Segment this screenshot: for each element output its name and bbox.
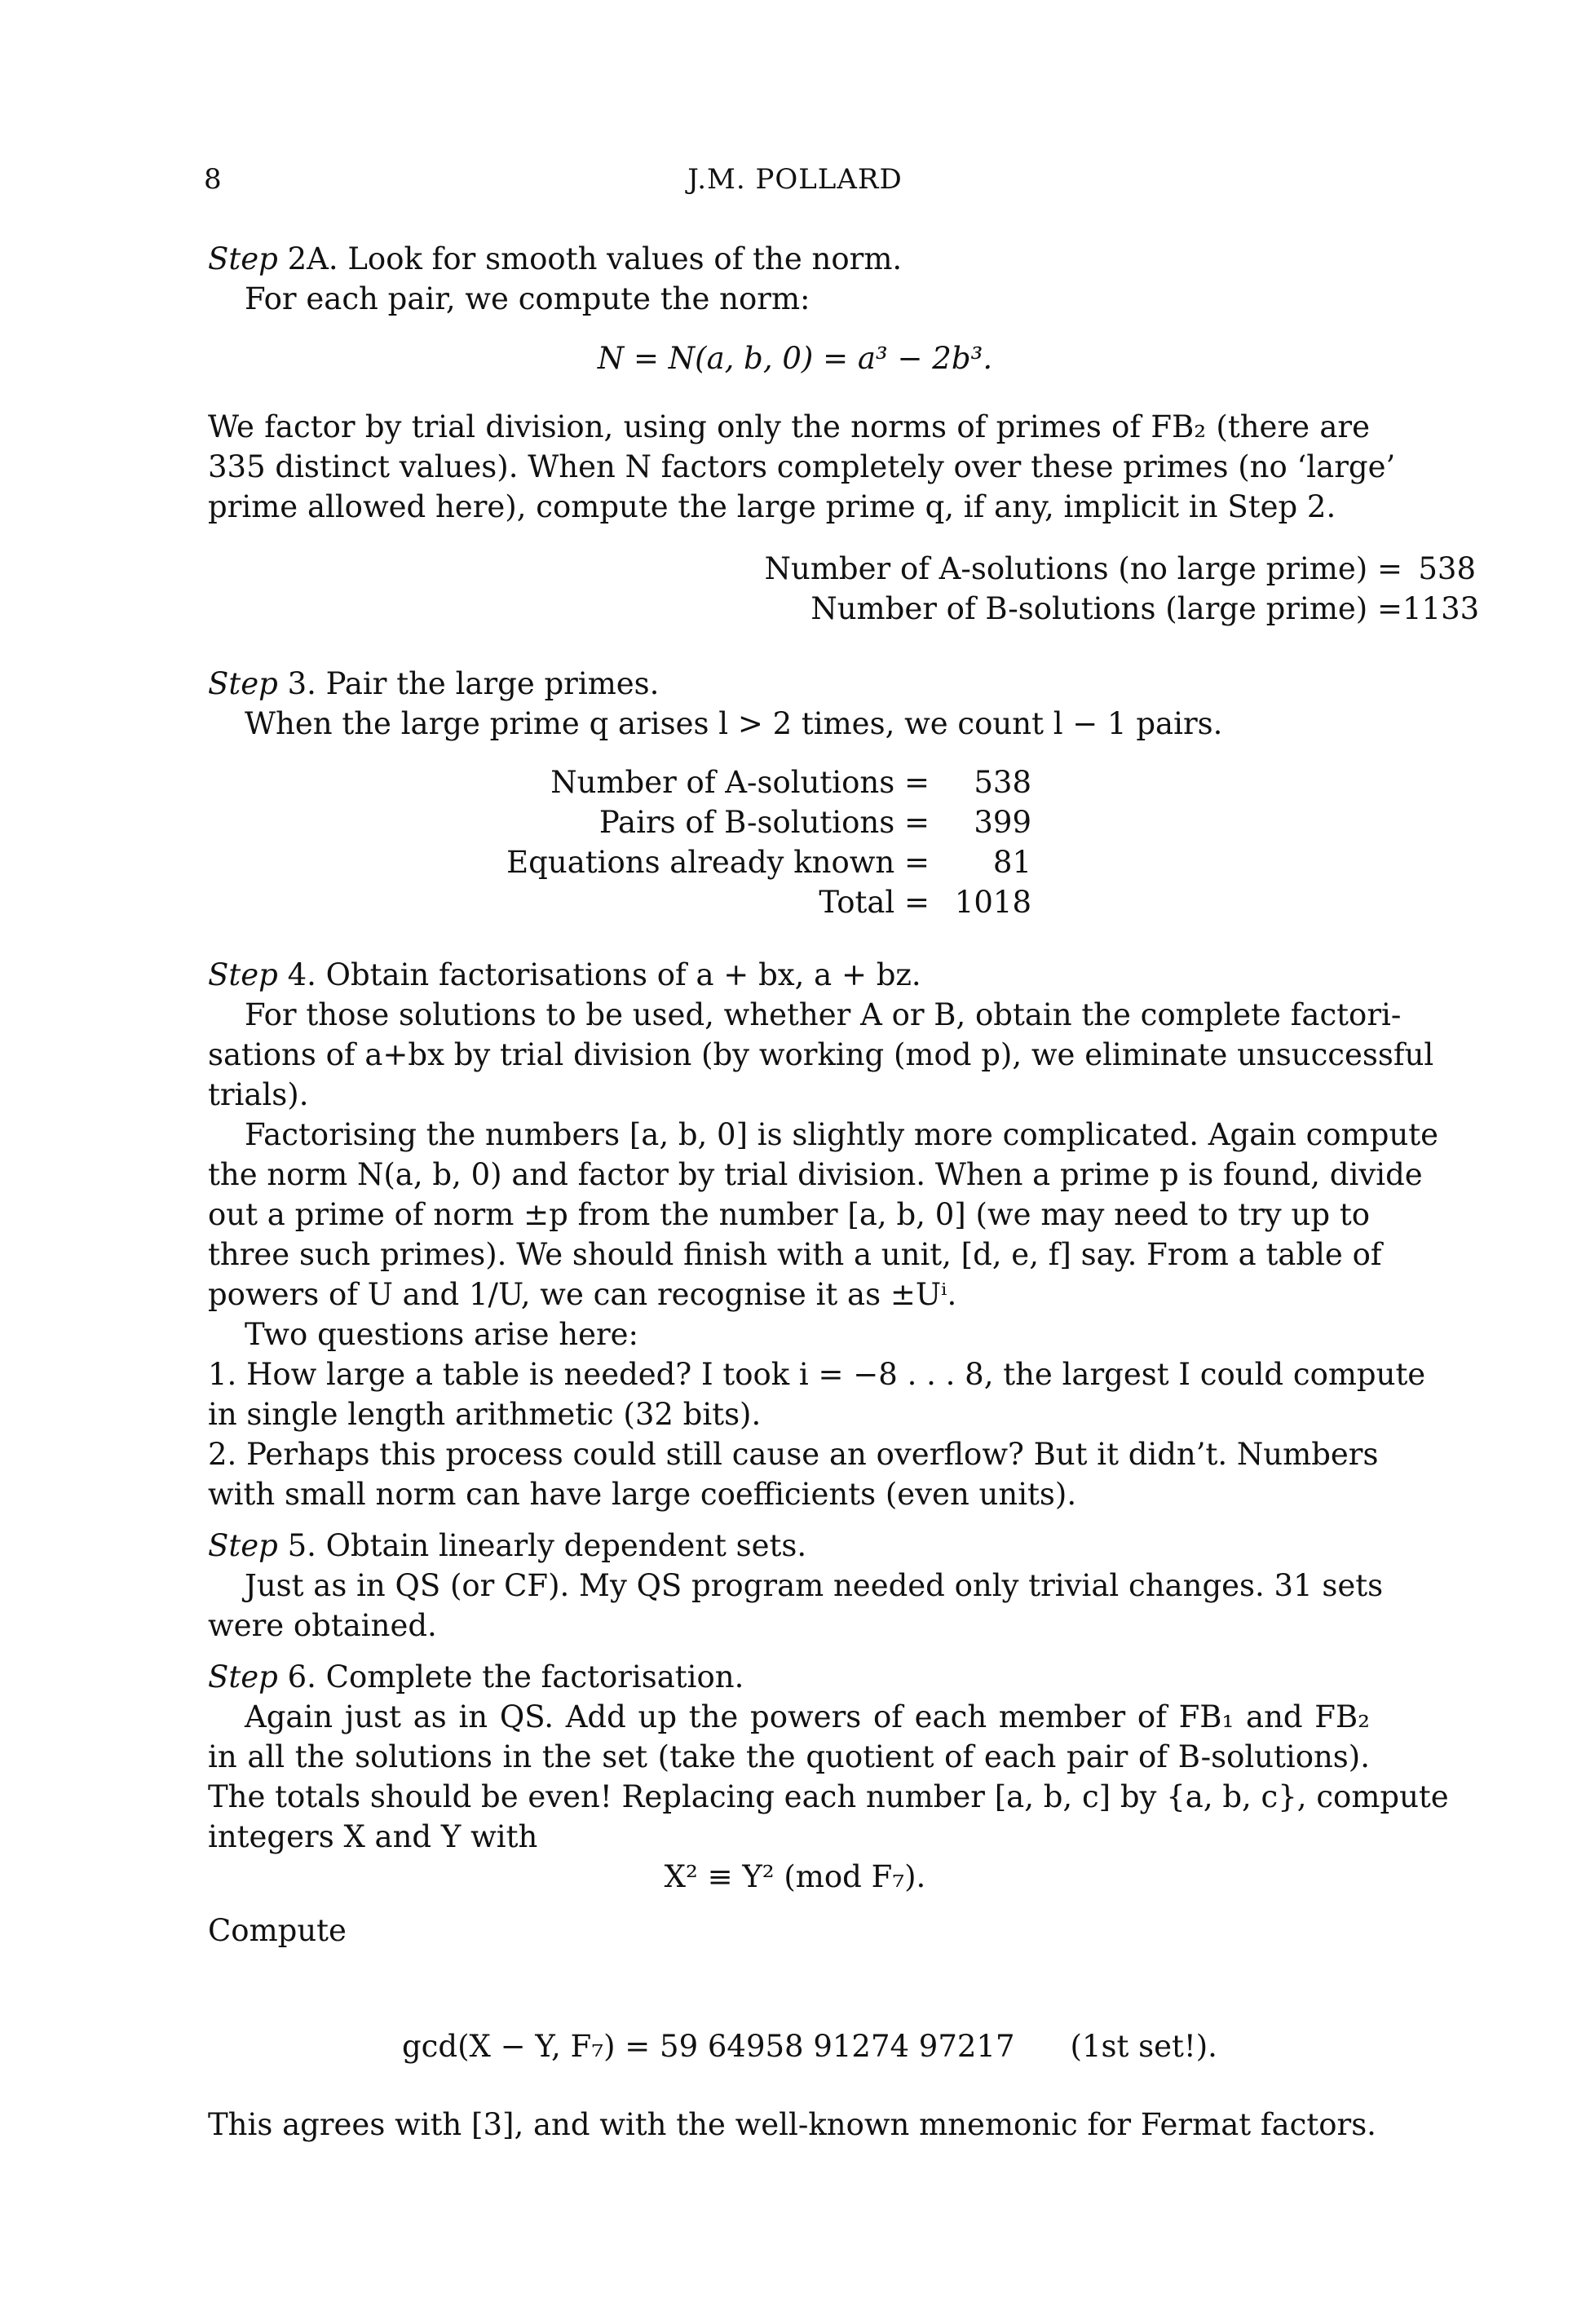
step4-para-line: Two questions arise here: bbox=[245, 1317, 639, 1352]
step4-para-line: out a prime of norm ±p from the number [a, b, 0] (we may need to try up to bbox=[208, 1197, 1370, 1232]
step4-para-line: For those solutions to be used, whether A or B, obtain the complete factori- bbox=[245, 997, 1402, 1032]
step-title: 6. Complete the factorisation. bbox=[277, 1659, 744, 1694]
running-head: J.M. POLLARD bbox=[687, 163, 903, 196]
table-row bbox=[489, 762, 1031, 802]
gcd-formula: gcd(X − Y, F₇) = 59 64958 91274 97217 bbox=[402, 2029, 1015, 2064]
step2a-para-line: We factor by trial division, using only the norms of primes of FB₂ (there are bbox=[208, 409, 1370, 444]
row-label: Total = bbox=[819, 885, 930, 920]
row-label: Number of A-solutions = bbox=[550, 765, 930, 800]
question-line: 2. Perhaps this process could still cause an overflow? But it didn’t. Numbers bbox=[208, 1437, 1379, 1472]
step4-heading bbox=[208, 956, 1370, 995]
table-row bbox=[424, 549, 1476, 589]
step5-heading bbox=[208, 1527, 1370, 1566]
row-value: 538 bbox=[1418, 551, 1476, 586]
table-row bbox=[489, 802, 1031, 842]
row-value: 538 bbox=[974, 765, 1031, 800]
row-value: 399 bbox=[974, 805, 1031, 840]
step-label: Step bbox=[208, 666, 278, 701]
step-title: 2A. Look for smooth values of the norm. bbox=[277, 241, 903, 276]
step4-para-line: trials). bbox=[208, 1077, 309, 1112]
page-number: 8 bbox=[204, 163, 222, 196]
table-row bbox=[489, 882, 1031, 922]
table-row bbox=[489, 842, 1031, 882]
step-label: Step bbox=[208, 957, 278, 992]
row-label: Equations already known = bbox=[506, 845, 930, 880]
compute-label: Compute bbox=[208, 1913, 347, 1948]
step6-para-line: integers X and Y with bbox=[208, 1819, 538, 1854]
step6-para-line: Again just as in QS. Add up the powers of each member of FB₁ and FB₂ bbox=[245, 1699, 1370, 1734]
step4-para-line: the norm N(a, b, 0) and factor by trial division. When a prime p is found, divide bbox=[208, 1157, 1423, 1192]
closing-sentence: This agrees with [3], and with the well-known mnemonic for Fermat factors. bbox=[208, 2107, 1376, 2142]
step2a-heading bbox=[208, 240, 1370, 279]
step2a-intro: For each pair, we compute the norm: bbox=[245, 281, 810, 316]
step3-totals-table bbox=[489, 762, 1031, 922]
row-label: Pairs of B-solutions = bbox=[598, 805, 930, 840]
row-label: Number of A-solutions (no large prime) = bbox=[764, 551, 1402, 586]
step4-para-line: Factorising the numbers [a, b, 0] is slightly more complicated. Again compute bbox=[245, 1117, 1439, 1152]
table-row bbox=[424, 589, 1480, 629]
step2a-para-line: 335 distinct values). When N factors completely over these primes (no ‘large’ bbox=[208, 449, 1396, 484]
step-label: Step bbox=[208, 241, 278, 276]
step3-intro: When the large prime q arises l > 2 times, we count l − 1 pairs. bbox=[245, 706, 1223, 741]
step-label: Step bbox=[208, 1659, 278, 1694]
step6-heading bbox=[208, 1658, 1370, 1697]
step4-para-line: sations of a+bx by trial division (by working (mod p), we eliminate unsuccessful bbox=[208, 1037, 1434, 1072]
gcd-result bbox=[402, 2027, 1217, 2066]
row-value: 1133 bbox=[1402, 591, 1480, 626]
step6-para-line: The totals should be even! Replacing each number [a, b, c] by {a, b, c}, compute bbox=[208, 1779, 1449, 1814]
step-title: 3. Pair the large primes. bbox=[277, 666, 660, 701]
row-label: Number of B-solutions (large prime) = bbox=[810, 591, 1402, 626]
step5-para-line: were obtained. bbox=[208, 1608, 437, 1643]
gcd-note: (1st set!). bbox=[1070, 2029, 1217, 2064]
question-line: in single length arithmetic (32 bits). bbox=[208, 1397, 762, 1432]
step-title: 5. Obtain linearly dependent sets. bbox=[277, 1528, 807, 1563]
step6-para-line: in all the solutions in the set (take the quotient of each pair of B-solutions). bbox=[208, 1739, 1370, 1774]
step2a-para-line: prime allowed here), compute the large prime q, if any, implicit in Step 2. bbox=[208, 489, 1336, 524]
row-value: 1018 bbox=[954, 885, 1031, 920]
congruence-formula: X² ≡ Y² (mod F₇). bbox=[664, 1859, 926, 1894]
step2a-solutions-table bbox=[424, 549, 1480, 629]
step4-para-line: three such primes). We should finish with a unit, [d, e, f] say. From a table of bbox=[208, 1237, 1382, 1272]
question-line: with small norm can have large coefficients (even units). bbox=[208, 1477, 1077, 1512]
step5-para-line: Just as in QS (or CF). My QS program needed only trivial changes. 31 sets bbox=[245, 1568, 1384, 1603]
step-label: Step bbox=[208, 1528, 278, 1563]
step3-heading bbox=[208, 665, 1370, 704]
row-value: 81 bbox=[992, 845, 1031, 880]
step4-para-line: powers of U and 1/U, we can recognise it as ±Uⁱ. bbox=[208, 1277, 957, 1312]
norm-formula: N = N(a, b, 0) = a³ − 2b³. bbox=[597, 341, 993, 376]
step-title: 4. Obtain factorisations of a + bx, a + bz. bbox=[277, 957, 921, 992]
question-line: 1. How large a table is needed? I took i = −8 . . . 8, the largest I could compute bbox=[208, 1357, 1426, 1392]
